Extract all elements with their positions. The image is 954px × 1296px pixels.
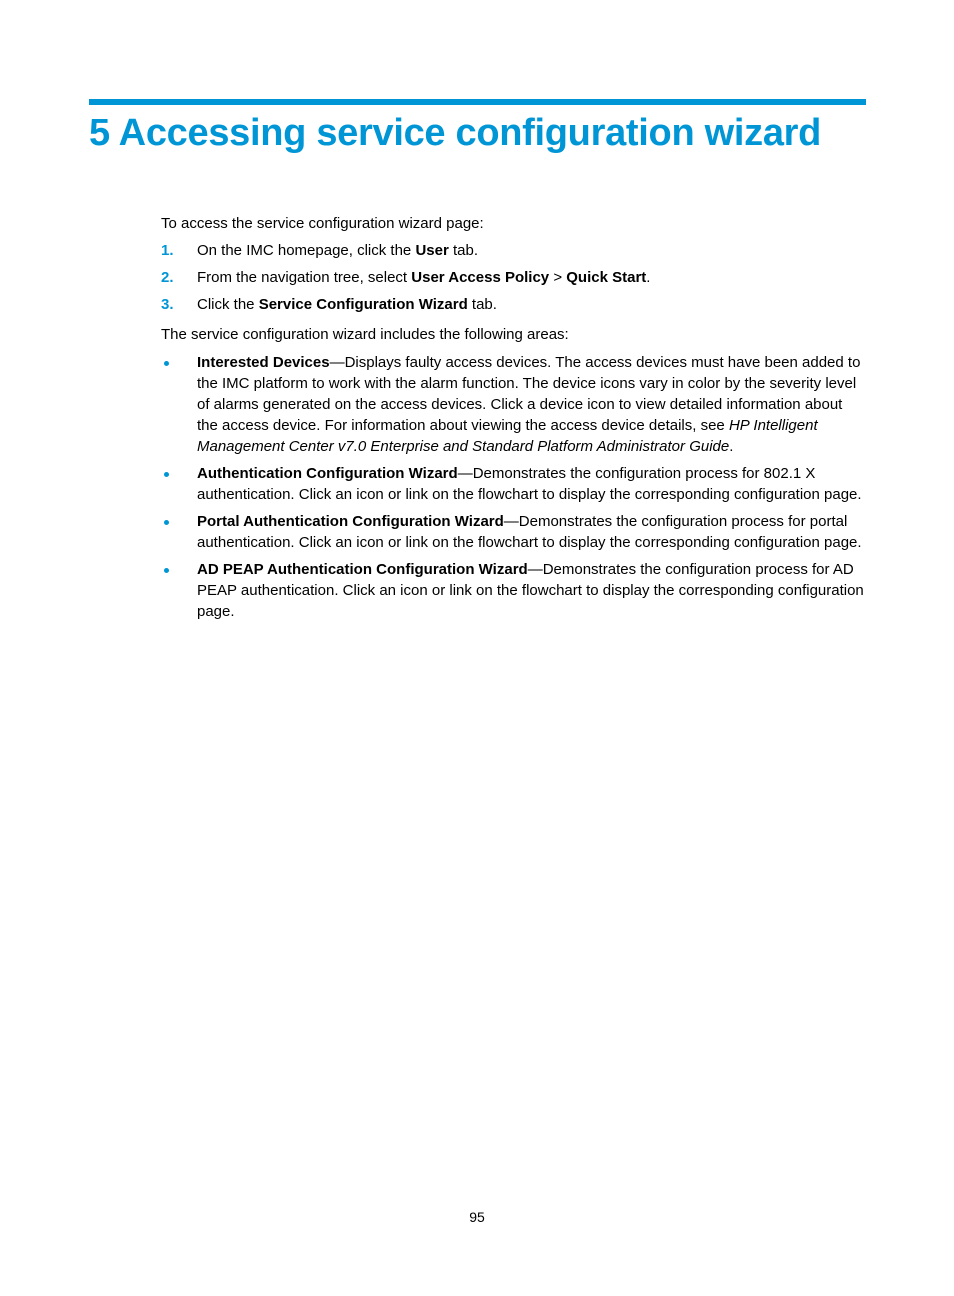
bullet-dot-icon <box>164 568 169 573</box>
steps-list <box>161 240 866 315</box>
chapter-rule <box>89 99 866 105</box>
step-text: > <box>549 269 567 286</box>
area-description: —Demonstrates the configuration process for portal authentication. Click an icon or link on the flowchart to display the corresponding configuration page. <box>197 513 862 551</box>
main-content <box>161 213 866 628</box>
areas-intro-paragraph: The service configuration wizard includes the following areas: <box>161 326 569 343</box>
area-term: Authentication Configuration Wizard <box>197 465 458 482</box>
area-term: AD PEAP Authentication Configuration Wizard <box>197 561 528 578</box>
chapter-title: 5 Accessing service configuration wizard <box>89 112 822 154</box>
area-item <box>161 463 866 505</box>
area-item <box>161 511 866 553</box>
step-text: tab. <box>467 296 497 313</box>
step-bold-term: User <box>415 242 449 259</box>
area-item <box>161 559 866 622</box>
area-description: —Demonstrates the configuration process for AD PEAP authentication. Click an icon or link on the flowchart to display the corresponding configuration page. <box>197 561 864 620</box>
step-number: 3. <box>161 296 174 313</box>
step-text: tab. <box>448 242 478 259</box>
areas-list <box>161 352 866 622</box>
step-text: Click the <box>197 296 259 313</box>
area-description: —Displays faulty access devices. The access devices must have been added to the IMC platform to work with the alarm function. The device icons vary in color by the severity level of alarms generated on the access devices. Click a device icon to view detailed information about the access device. For information about viewing the access device details, see <box>197 354 861 434</box>
step-item <box>161 267 866 288</box>
area-guide-title: HP Intelligent Management Center v7.0 Enterprise and Standard Platform Administrator Guide <box>197 417 818 455</box>
area-term: Interested Devices <box>197 354 330 371</box>
step-bold-term: Quick Start <box>566 269 647 286</box>
intro-paragraph: To access the service configuration wizard page: <box>161 215 484 232</box>
page-number: 95 <box>469 1209 485 1225</box>
step-text: On the IMC homepage, click the <box>197 242 416 259</box>
step-item <box>161 240 866 261</box>
area-description-tail: . <box>729 438 734 455</box>
step-number: 2. <box>161 269 174 286</box>
step-bold-term: Service Configuration Wizard <box>258 296 468 313</box>
step-text: From the navigation tree, select <box>197 269 412 286</box>
area-term: Portal Authentication Configuration Wizard <box>197 513 504 530</box>
area-description: —Demonstrates the configuration process for 802.1 X authentication. Click an icon or link on the flowchart to display the corresponding configuration page. <box>197 465 862 503</box>
area-item <box>161 352 866 457</box>
bullet-dot-icon <box>164 361 169 366</box>
bullet-dot-icon <box>164 472 169 477</box>
step-number: 1. <box>161 242 174 259</box>
step-item <box>161 294 866 315</box>
step-bold-term: User Access Policy <box>411 269 550 286</box>
bullet-dot-icon <box>164 520 169 525</box>
step-text: . <box>646 269 651 286</box>
